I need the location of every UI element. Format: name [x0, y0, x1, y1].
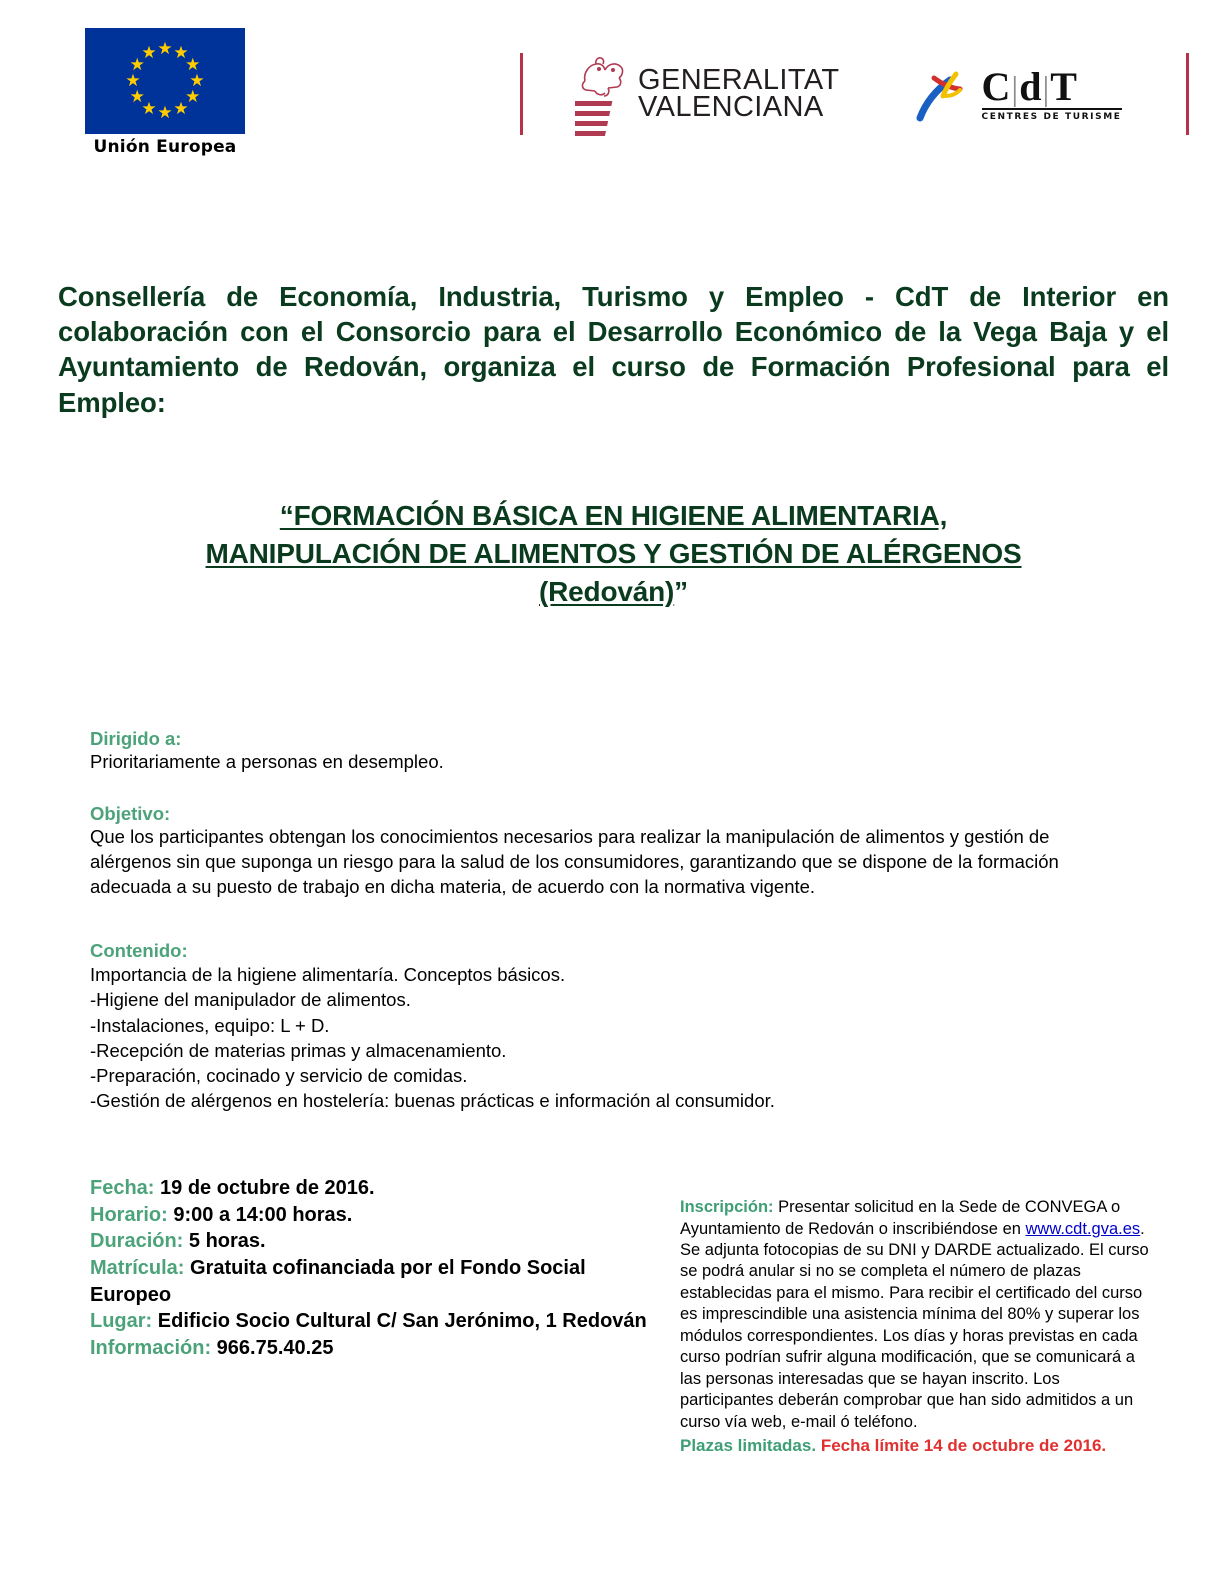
left-red-divider: [520, 53, 523, 135]
cdt-letter-d: d: [1019, 63, 1043, 109]
eu-star-icon: ★: [157, 103, 173, 122]
course-title-closing-quote: ”: [674, 575, 688, 607]
document-body: [0, 279, 1224, 1457]
european-union-logo: [75, 28, 255, 157]
eu-star-icon: ★: [173, 43, 189, 63]
cdt-divider-1: |: [1011, 70, 1020, 108]
dirigido-label: Dirigido a:: [90, 728, 182, 750]
detail-label: Información:: [90, 1336, 212, 1359]
inscription-column: [680, 1175, 1150, 1457]
deadline-text: Fecha límite 14 de octubre de 2016.: [820, 1435, 1107, 1455]
detail-label: Lugar:: [90, 1310, 153, 1333]
cdt-subtitle: CENTRES DE TURISME: [981, 111, 1122, 122]
european-union-caption: Unión Europea: [93, 137, 237, 157]
section-objetivo: [90, 803, 1151, 900]
eu-star-icon: ★: [141, 98, 157, 118]
limited-places-line: [680, 1435, 1150, 1457]
detail-row: [90, 1228, 650, 1255]
cdt-letter-c: C: [981, 63, 1012, 109]
institutional-logos: [520, 44, 1189, 144]
generalitat-wordmark-line1: GENERALITAT: [638, 64, 840, 97]
inscription-text-after-link: . Se adjunta fotocopias de su DNI y DARDE actualizado. El curso se podrá anular si no se completa el número de plazas establecidas para el mismo. Para recibir el certificado del curso es imprescindible una asistencia mínima del 80% y superar los módulos correspondientes. Los días y horas previstas en cada curso podrían sufrir alguna modificación, que se comunicará a las personas interesadas que se hayan inscrito. Los participantes deberán comprobar que han sido admitidos a un curso vía web, e-mail ó teléfono.: [680, 1219, 1149, 1431]
cdt-divider-2: |: [1042, 70, 1051, 108]
detail-label: Matrícula:: [90, 1256, 185, 1279]
content-sections: [90, 728, 1151, 1113]
detail-value: 19 de octubre de 2016.: [154, 1177, 375, 1200]
objetivo-label: Objetivo:: [90, 803, 171, 825]
contenido-label: Contenido:: [90, 940, 188, 962]
course-title-line-3: [58, 573, 1169, 611]
inscription-text-before-link: Presentar solicitud en la Sede de CONVEGA o Ayuntamiento de Redován o inscribiéndose en: [680, 1198, 1121, 1238]
contenido-item: -Recepción de materias primas y almacenamiento.: [90, 1039, 507, 1061]
contenido-item: Importancia de la higiene alimentaría. Conceptos básicos.: [90, 964, 566, 986]
bottom-columns: [58, 1175, 1169, 1457]
objetivo-body: Que los participantes obtengan los conocimientos necesarios para realizar la manipulación de alimentos y gestión de alérgenos sin que suponga un riesgo para la salud de los consumidores, garantizando que se dispone de la formación adecuada a su puesto de trabajo en dicha materia, de acuerdo con la normativa vigente.: [90, 826, 1059, 898]
detail-row: [90, 1335, 650, 1362]
contenido-list: [90, 962, 1151, 1113]
generalitat-valenciana-logo: [575, 51, 840, 137]
course-title-line-2: MANIPULACIÓN DE ALIMENTOS Y GESTIÓN DE ALÉRGENOS: [205, 537, 1022, 569]
detail-label: Horario:: [90, 1203, 168, 1226]
contenido-item: -Instalaciones, equipo: L + D.: [90, 1014, 330, 1036]
header-logo-band: [0, 0, 1224, 175]
cdt-website-link[interactable]: www.cdt.gva.es: [1025, 1219, 1141, 1238]
generalitat-valenciana-wordmark: [638, 64, 840, 123]
detail-value: 5 horas.: [183, 1230, 266, 1253]
eu-star-icon: ★: [185, 55, 201, 74]
detail-value: 9:00 a 14:00 horas.: [167, 1203, 353, 1226]
contenido-item: -Higiene del manipulador de alimentos.: [90, 989, 411, 1011]
eu-star-icon: ★: [185, 87, 201, 106]
detail-row: [90, 1175, 650, 1202]
inscription-label: Inscripción:: [680, 1198, 774, 1217]
generalitat-wordmark-line2: VALENCIANA: [638, 91, 824, 123]
detail-label: Duración:: [90, 1230, 184, 1253]
cdt-wordmark: [981, 63, 1122, 122]
course-title-line-1: “FORMACIÓN BÁSICA EN HIGIENE ALIMENTARIA,: [279, 499, 948, 531]
detail-value: Edificio Socio Cultural C/ San Jerónimo, 1 Redován: [152, 1310, 647, 1333]
eu-star-icon: ★: [129, 87, 145, 106]
detail-row: [90, 1308, 650, 1335]
section-contenido: [90, 940, 1151, 1113]
detail-value: 966.75.40.25: [211, 1336, 334, 1359]
detail-value: Gratuita cofinanciada por el Fondo Social Europeo: [90, 1256, 586, 1306]
eu-star-icon: ★: [141, 43, 157, 63]
organizer-heading: Consellería de Economía, Industria, Turismo y Empleo - CdT de Interior en colaboración con el Consorcio para el Desarrollo Económico de la Vega Baja y el Ayuntamiento de Redován, organiza el curso de Formación Profesional para el Empleo:: [58, 281, 1169, 418]
limited-places-text: Plazas limitadas.: [680, 1435, 817, 1455]
cdt-swoosh-icon: [916, 66, 976, 122]
eu-star-icon: ★: [125, 71, 141, 90]
generalitat-valenciana-crest-icon: [575, 51, 629, 137]
contenido-item: -Preparación, cocinado y servicio de comidas.: [90, 1064, 468, 1086]
eu-star-icon: ★: [157, 39, 173, 58]
detail-row: [90, 1255, 650, 1308]
course-details-column: [90, 1175, 650, 1457]
cdt-logo: [916, 63, 1122, 122]
course-title-location: (Redován): [539, 575, 675, 607]
inscription-paragraph: [680, 1197, 1150, 1433]
detail-row: [90, 1202, 650, 1229]
dirigido-body: Prioritariamente a personas en desempleo.: [90, 751, 444, 773]
european-union-flag: [85, 28, 245, 134]
section-dirigido: [90, 728, 1151, 775]
course-title: [58, 497, 1169, 610]
right-red-divider: [1186, 53, 1189, 135]
contenido-item: -Gestión de alérgenos en hostelería: buenas prácticas e información al consumidor.: [90, 1089, 775, 1111]
eu-star-icon: ★: [129, 55, 145, 74]
cdt-letters: [981, 63, 1122, 109]
eu-star-icon: ★: [189, 71, 205, 90]
cdt-letter-t: T: [1050, 63, 1078, 109]
detail-label: Fecha:: [90, 1177, 155, 1200]
eu-star-icon: ★: [173, 98, 189, 118]
